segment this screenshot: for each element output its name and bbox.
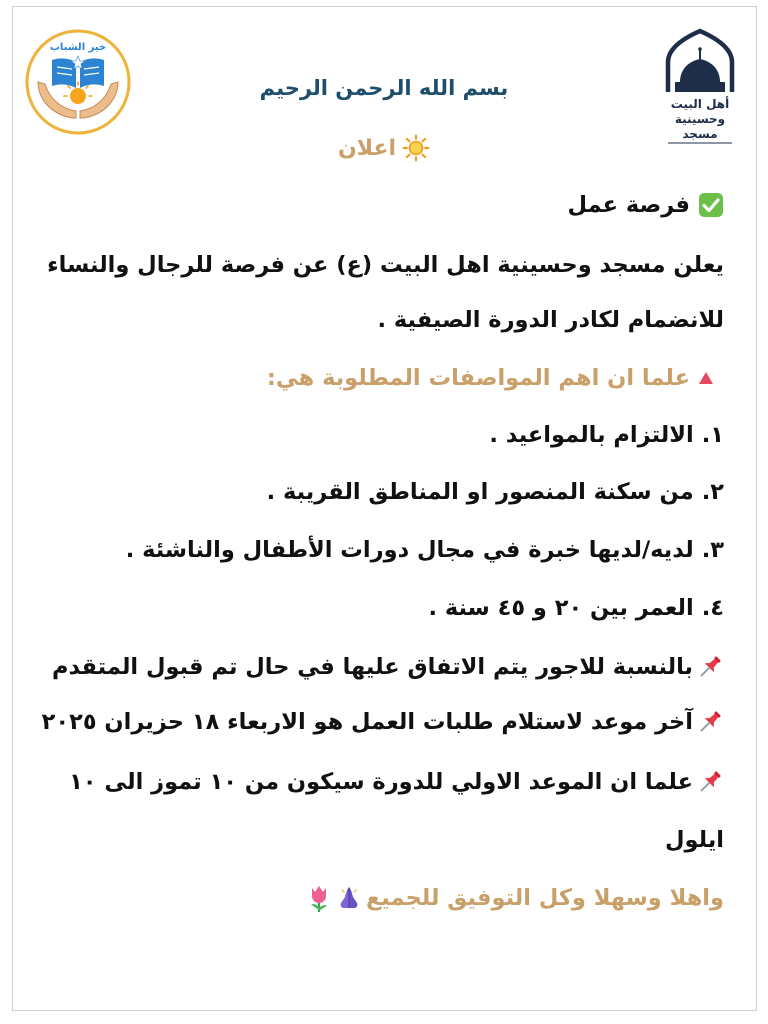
sun-icon [402, 134, 430, 162]
requirement-number: ٤. [701, 595, 724, 621]
note-line [40, 645, 724, 689]
announcement-title: اعلان [337, 135, 397, 161]
requirement-number: ١. [701, 422, 724, 448]
requirement-text: الالتزام بالمواعيد . [489, 422, 694, 448]
requirement-text: العمر بين ٢٠ و ٤٥ سنة . [428, 595, 694, 621]
note-text: علما ان الموعد الاولي للدورة سيكون من ١٠ تموز الى ١٠ [69, 769, 693, 795]
job-opportunity-heading [40, 183, 724, 227]
pushpin-icon [696, 653, 724, 681]
intro-line [40, 298, 724, 342]
requirement-item [40, 528, 724, 572]
red-triangle-icon [698, 371, 714, 385]
requirement-item [40, 413, 724, 457]
intro-line [40, 243, 724, 287]
closing-line [40, 876, 724, 920]
closing-text: واهلا وسهلا وكل التوفيق للجميع [365, 885, 724, 911]
tulip-icon [306, 883, 332, 913]
logo-line-3: مسجد [682, 127, 718, 141]
pushpin-icon [696, 708, 724, 736]
job-opportunity-title: فرصة عمل [567, 192, 690, 218]
check-mark-icon [698, 192, 724, 218]
basmala-heading: بسم الله الرحمن الرحيم [259, 76, 509, 100]
intro-text: يعلن مسجد وحسينية اهل البيت (ع) عن فرصة للرجال والنساء [47, 252, 724, 278]
praying-hands-icon [335, 884, 363, 912]
requirement-number: ٢. [701, 479, 724, 505]
intro-text: للانضمام لكادر الدورة الصيفية . [377, 307, 724, 333]
requirement-number: ٣. [701, 537, 724, 563]
logo-line-1: أهل البيت [670, 97, 730, 111]
requirement-item [40, 470, 724, 514]
note-line [40, 700, 724, 744]
note-text: ايلول [665, 827, 724, 853]
note-text: آخر موعد لاستلام طلبات العمل هو الاربعاء ١٨ حزيران ٢٠٢٥ [41, 709, 693, 735]
announcement-title-row [0, 128, 768, 168]
requirement-item [40, 586, 724, 630]
requirements-heading-text: علما ان اهم المواصفات المطلوبة هي: [266, 365, 690, 391]
requirements-heading [40, 356, 724, 400]
note-text: بالنسبة للاجور يتم الاتفاق عليها في حال تم قبول المتقدم [52, 654, 693, 680]
pushpin-icon [696, 768, 724, 796]
requirement-text: من سكنة المنصور او المناطق القريبة . [266, 479, 694, 505]
note-line-continuation [40, 818, 724, 862]
requirement-text: لديه/لديها خبرة في مجال دورات الأطفال والناشئة . [125, 537, 694, 563]
note-line [40, 760, 724, 804]
logo-line-2: وحسينية [674, 112, 726, 126]
logo-text: خير الشباب [49, 42, 107, 53]
